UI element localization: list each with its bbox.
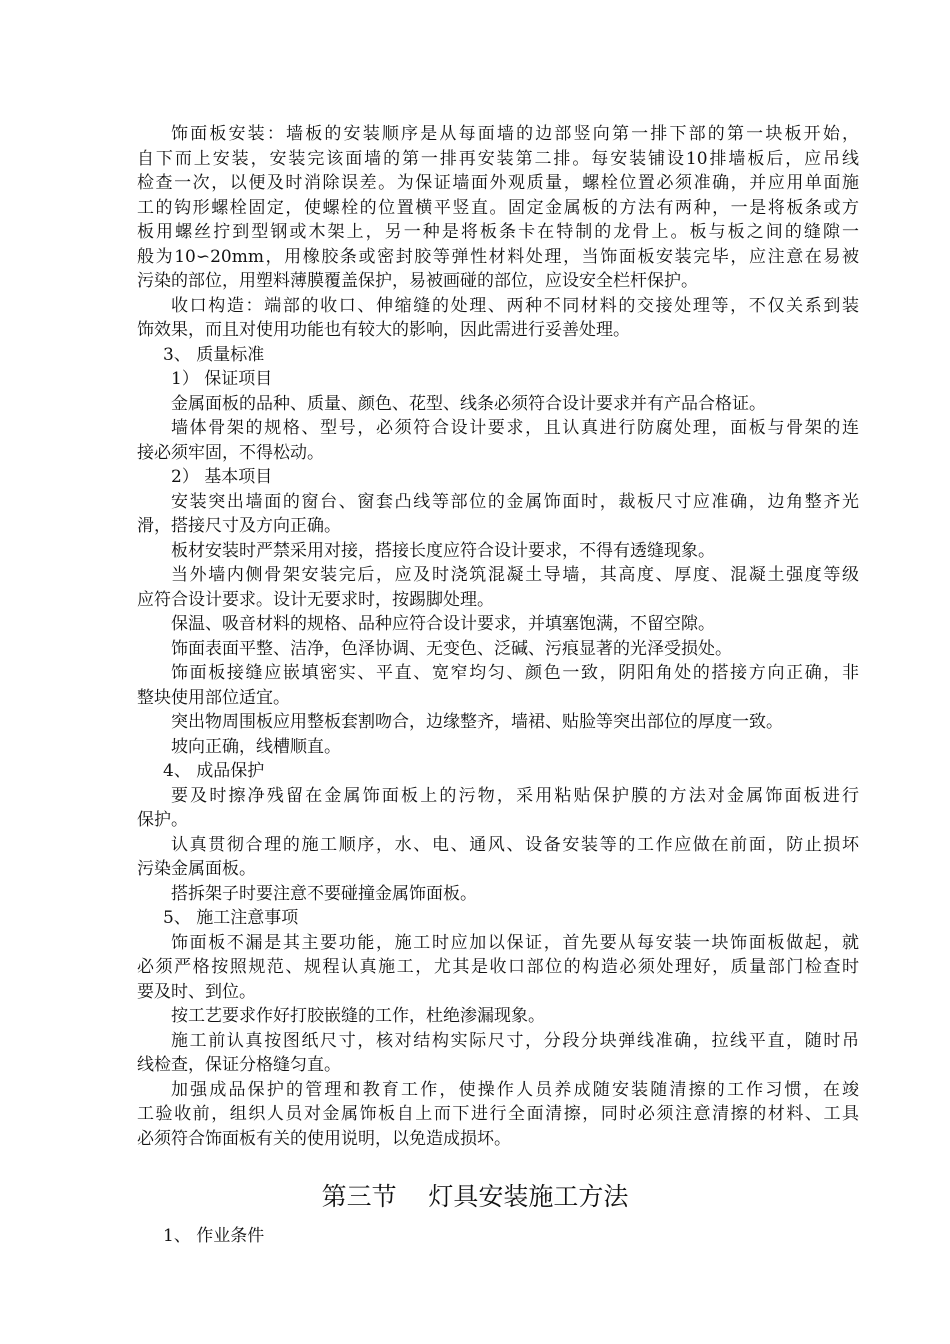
- paragraph-line: 认真贯彻合理的施工顺序，水、电、通风、设备安装等的工作应做在前面，防止损坏: [171, 834, 859, 855]
- heading: [137, 906, 859, 931]
- paragraph-line: 饰面表面平整、洁净，色泽协调、无变色、泛碱、污痕显著的光泽受损处。: [171, 638, 732, 659]
- paragraph-line: 要及时擦净残留在金属饰面板上的污物，采用粘贴保护膜的方法对金属饰面板进行: [171, 785, 859, 806]
- paragraph-line: 滑，搭接尺寸及方向正确。: [137, 516, 341, 536]
- paragraph: [137, 1029, 859, 1078]
- paragraph: [137, 1078, 859, 1152]
- body-text: [137, 122, 859, 1151]
- paragraph: [137, 416, 859, 465]
- heading-line: 5、 施工注意事项: [163, 908, 299, 928]
- paragraph: [137, 931, 859, 1005]
- paragraph: [137, 661, 859, 710]
- paragraph: [137, 637, 859, 662]
- paragraph-line: 金属面板的品种、质量、颜色、花型、线条必须符合设计要求并有产品合格证。: [171, 393, 766, 414]
- paragraph-line: 板材安装时严禁采用对接，搭接长度应符合设计要求，不得有透缝现象。: [171, 540, 715, 561]
- paragraph-line: 整块使用部位适宜。: [137, 687, 290, 708]
- paragraph-line: 饰面板安装：墙板的安装顺序是从每面墙的边部竖向第一排下部的第一块板开始，: [171, 124, 859, 144]
- paragraph: [137, 294, 859, 343]
- paragraph-line: 收口构造：端部的收口、伸缩缝的处理、两种不同材料的交接处理等，不仅关系到装: [171, 295, 859, 316]
- paragraph: [137, 122, 859, 294]
- paragraph-line: 污染金属面板。: [137, 859, 256, 879]
- paragraph: [137, 1004, 859, 1029]
- heading-line: 1） 保证项目: [171, 369, 273, 389]
- paragraph: [137, 710, 859, 735]
- paragraph-line: 保护。: [137, 810, 188, 830]
- heading: [137, 343, 859, 368]
- paragraph-line: 饰面板接缝应嵌填密实、平直、宽窄均匀、颜色一致，阴阳角处的搭接方向正确，非: [171, 663, 859, 683]
- paragraph: [137, 392, 859, 417]
- heading: [137, 367, 859, 392]
- paragraph-line: 要及时、到位。: [137, 981, 256, 1002]
- paragraph-line: 接必须牢固，不得松动。: [137, 442, 324, 463]
- paragraph-line: 工验收前，组织人员对金属饰板自上而下进行全面清擦，同时必须注意清擦的材料、工具: [137, 1104, 859, 1124]
- paragraph-line: 检查一次，以便及时消除误差。为保证墙面外观质量，螺栓位置必须准确，并应用单面施: [137, 173, 859, 193]
- paragraph-line: 突出物周围板应用整板套割吻合，边缘整齐，墙裙、贴脸等突出部位的厚度一致。: [171, 712, 783, 732]
- paragraph-line: 必须符合饰面板有关的使用说明，以免造成损坏。: [137, 1128, 511, 1149]
- paragraph-line: 污染的部位，用塑料薄膜覆盖保护，易被画碰的部位，应设安全栏杆保护。: [137, 271, 698, 291]
- paragraph-line: 当外墙内侧骨架安装完后，应及时浇筑混凝土导墙，其高度、厚度、混凝土强度等级: [171, 565, 859, 585]
- heading-line: 4、 成品保护: [163, 761, 265, 781]
- paragraph-line: 加强成品保护的管理和教育工作，使操作人员养成随安装随清擦的工作习惯，在竣: [171, 1079, 859, 1100]
- paragraph: [137, 563, 859, 612]
- paragraph-line: 安装突出墙面的窗台、窗套凸线等部位的金属饰面时，裁板尺寸应准确，边角整齐光: [171, 491, 859, 512]
- paragraph: [137, 490, 859, 539]
- paragraph-line: 应符合设计要求。设计无要求时，按踢脚处理。: [137, 589, 494, 610]
- paragraph-line: 坡向正确，线槽顺直。: [171, 736, 341, 757]
- paragraph-line: 饰效果，而且对使用功能也有较大的影响，因此需进行妥善处理。: [137, 320, 630, 340]
- paragraph: [137, 539, 859, 564]
- paragraph-line: 墙体骨架的规格、型号，必须符合设计要求，且认真进行防腐处理，面板与骨架的连: [171, 418, 859, 438]
- paragraph: [137, 735, 859, 760]
- paragraph-line: 按工艺要求作好打胶嵌缝的工作，杜绝渗漏现象。: [171, 1006, 545, 1026]
- paragraph-line: 工的钩形螺栓固定，使螺栓的位置横平竖直。固定金属板的方法有两种，一是将板条或方: [137, 197, 859, 218]
- paragraph: [137, 882, 859, 907]
- subsection-heading: [137, 1224, 859, 1249]
- heading-line: 2） 基本项目: [171, 467, 273, 487]
- subsection-heading-text: 1、 作业条件: [163, 1226, 265, 1246]
- section-title: 第三节 灯具安装施工方法: [321, 1182, 629, 1211]
- paragraph-line: 保温、吸音材料的规格、品种应符合设计要求，并填塞饱满，不留空隙。: [171, 614, 715, 634]
- paragraph-line: 必须严格按照规范、规程认真施工，尤其是收口部位的构造必须处理好，质量部门检查时: [137, 957, 859, 977]
- paragraph: [137, 833, 859, 882]
- paragraph-line: 般为10∽20mm，用橡胶条或密封胶等弹性材料处理，当饰面板安装完毕，应注意在易被: [137, 246, 859, 267]
- paragraph-line: 线检查，保证分格缝匀直。: [137, 1055, 341, 1075]
- paragraph: [137, 784, 859, 833]
- heading: [137, 759, 859, 784]
- paragraph-line: 板用螺丝拧到型钢或木架上，另一种是将板条卡在特制的龙骨上。板与板之间的缝隙一: [137, 222, 859, 242]
- paragraph-line: 饰面板不漏是其主要功能，施工时应加以保证，首先要从每安装一块饰面板做起，就: [171, 932, 859, 953]
- paragraph-line: 搭拆架子时要注意不要碰撞金属饰面板。: [171, 883, 477, 904]
- heading: [137, 465, 859, 490]
- paragraph-line: 施工前认真按图纸尺寸，核对结构实际尺寸，分段分块弹线准确，拉线平直，随时吊: [171, 1030, 859, 1051]
- paragraph-line: 自下而上安装，安装完该面墙的第一排再安装第二排。每安装铺设10排墙板后，应吊线: [137, 148, 859, 169]
- paragraph: [137, 612, 859, 637]
- heading-line: 3、 质量标准: [163, 344, 265, 365]
